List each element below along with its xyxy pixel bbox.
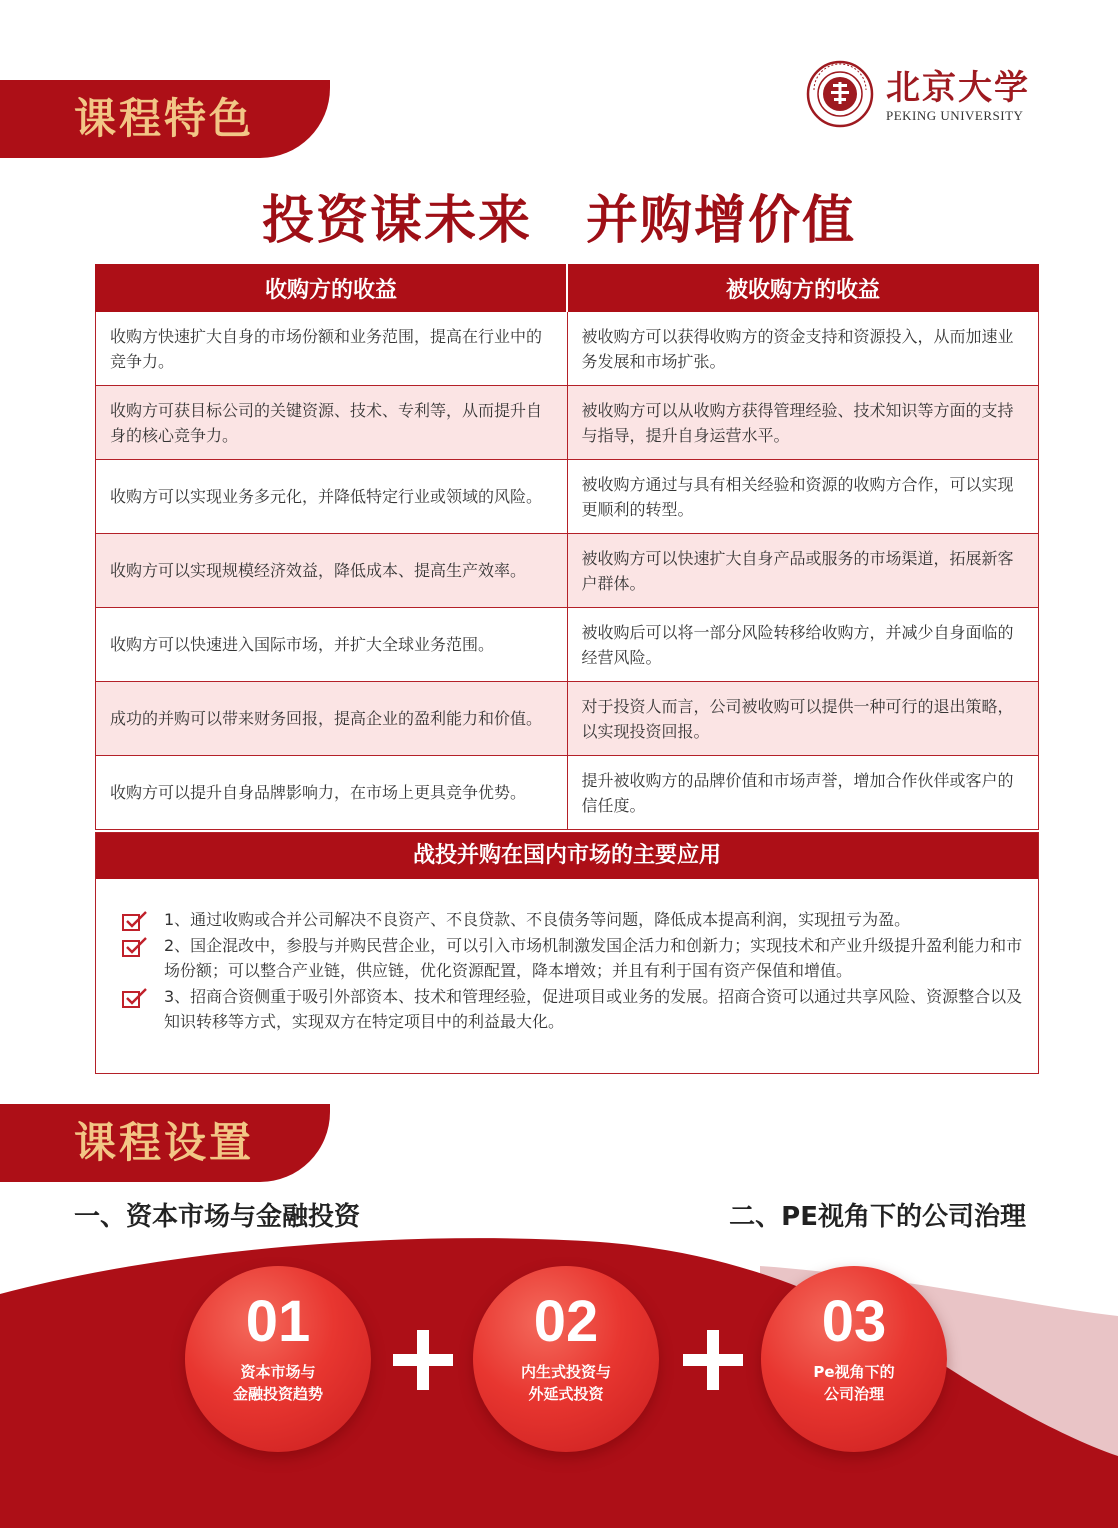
circle-label-line1: 内生式投资与: [520, 1363, 611, 1381]
headline: 投资谋未来 并购增价值: [261, 191, 856, 251]
table-cell: 被收购方可以获得收购方的资金支持和资源投入，从而加速业务发展和市场扩张。: [567, 312, 1039, 386]
checkbox-checked-icon: [122, 910, 148, 932]
table-row: [96, 534, 1039, 608]
course-subtitle-right: 二、PE视角下的公司治理: [729, 1202, 1026, 1232]
table-row: [96, 756, 1039, 830]
table-row: [96, 682, 1039, 756]
university-name-en: PEKING UNIVERSITY: [886, 108, 1024, 123]
circle-number: 02: [533, 1289, 599, 1354]
table-row: [96, 608, 1039, 682]
circle-label-line1: Pe视角下的: [813, 1363, 895, 1381]
table-header-row: [96, 265, 1039, 312]
checkbox-checked-icon: [122, 936, 148, 958]
applications-list: [96, 879, 1038, 1035]
table-row: [96, 312, 1039, 386]
circle-label-line2: 公司治理: [823, 1385, 884, 1403]
table-cell: 收购方可以提升自身品牌影响力，在市场上更具竞争优势。: [96, 756, 568, 830]
course-circle-03: [761, 1266, 947, 1452]
table-cell: 收购方可以实现规模经济效益，降低成本、提高生产效率。: [96, 534, 568, 608]
list-item: [122, 933, 1024, 984]
table-cell: 被收购后可以将一部分风险转移给收购方，并减少自身面临的经营风险。: [567, 608, 1039, 682]
course-circle-02: [473, 1266, 659, 1452]
list-item: [122, 907, 1024, 933]
course-circle-01: [185, 1266, 371, 1452]
section-title: 课程设置: [74, 1118, 255, 1167]
table-cell: 被收购方可以快速扩大自身产品或服务的市场渠道，拓展新客户群体。: [567, 534, 1039, 608]
table-cell: 收购方快速扩大自身的市场份额和业务范围，提高在行业中的竞争力。: [96, 312, 568, 386]
table-row: [96, 386, 1039, 460]
table-cell: 成功的并购可以带来财务回报，提高企业的盈利能力和价值。: [96, 682, 568, 756]
peking-university-logo: [806, 58, 1036, 130]
university-name-cn: 北京大学: [886, 68, 1030, 108]
plus-icon: [683, 1330, 743, 1390]
table-cell: 对于投资人而言，公司被收购可以提供一种可行的退出策略，以实现投资回报。: [567, 682, 1039, 756]
applications-box: [95, 832, 1039, 1074]
checkbox-checked-icon: [122, 987, 148, 1009]
applications-title: 战投并购在国内市场的主要应用: [96, 833, 1038, 879]
circle-number: 01: [245, 1289, 311, 1354]
section-banner-courses: [0, 1104, 330, 1182]
benefits-table: [95, 264, 1039, 830]
section-banner-features: [0, 80, 330, 158]
column-header-target: 被收购方的收益: [567, 265, 1039, 312]
university-seal-icon: [806, 60, 874, 128]
circle-label-line2: 外延式投资: [528, 1385, 604, 1403]
table-cell: 收购方可以快速进入国际市场，并扩大全球业务范围。: [96, 608, 568, 682]
circle-number: 03: [821, 1289, 887, 1354]
table-cell: 收购方可以实现业务多元化，并降低特定行业或领域的风险。: [96, 460, 568, 534]
application-text: 2、国企混改中，参股与并购民营企业，可以引入市场机制激发国企活力和创新力；实现技术和产业升级提升盈利能力和市场份额；可以整合产业链，供应链，优化资源配置，降本增效；并且有利于国有资产保值和增值。: [164, 935, 1023, 980]
list-item: [122, 984, 1024, 1035]
application-text: 3、招商合资侧重于吸引外部资本、技术和管理经验，促进项目或业务的发展。招商合资可以通过共享风险、资源整合以及知识转移等方式，实现双方在特定项目中的利益最大化。: [164, 986, 1023, 1031]
table-cell: 被收购方可以从收购方获得管理经验、技术知识等方面的支持与指导，提升自身运营水平。: [567, 386, 1039, 460]
application-text: 1、通过收购或合并公司解决不良资产、不良贷款、不良债务等问题，降低成本提高利润，实现扭亏为盈。: [164, 910, 911, 929]
column-header-acquirer: 收购方的收益: [96, 265, 568, 312]
table-cell: 提升被收购方的品牌价值和市场声誉，增加合作伙伴或客户的信任度。: [567, 756, 1039, 830]
table-cell: 被收购方通过与具有相关经验和资源的收购方合作，可以实现更顺利的转型。: [567, 460, 1039, 534]
plus-icon: [393, 1330, 453, 1390]
table-cell: 收购方可获目标公司的关键资源、技术、专利等，从而提升自身的核心竞争力。: [96, 386, 568, 460]
table-row: [96, 460, 1039, 534]
circle-label-line1: 资本市场与: [240, 1363, 316, 1381]
circle-label-line2: 金融投资趋势: [232, 1385, 323, 1403]
section-title: 课程特色: [74, 94, 255, 143]
course-subtitle-left: 一、资本市场与金融投资: [74, 1202, 361, 1232]
